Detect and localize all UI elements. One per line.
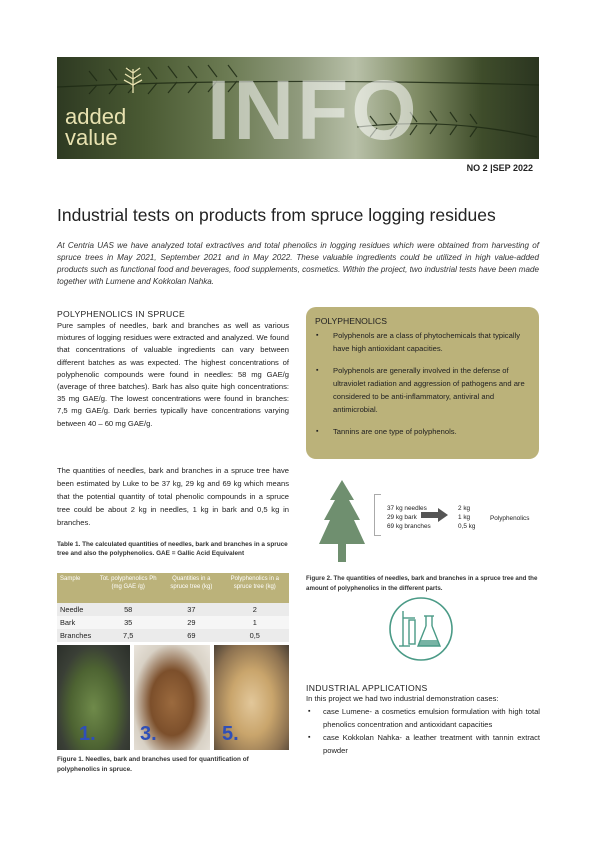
table-cell: 2: [221, 603, 289, 616]
table-row: [57, 629, 289, 642]
arrow-right-icon: [421, 508, 449, 522]
table-cell: 7,5: [94, 629, 162, 642]
table-cell: Branches: [57, 629, 94, 642]
info-title: INFO: [207, 63, 420, 157]
intro-paragraph: At Centria UAS we have analyzed total extractives and total phenolics in logging residues which were obtained from harvesting of spruce trees in May 2021, September 2021 and in May 2022. These valuable ingredients could be utilized in high value-added products such as functional food and beverages, food supplements, cosmetics. Within the project, two industrial tests have been made together with Lumene and Kokkolan Nahka.: [57, 241, 539, 286]
figure2-value: 2 kg: [458, 505, 471, 512]
industrial-cases-list: [306, 705, 540, 757]
table-row: [57, 603, 289, 616]
spruce-tree-icon: [318, 478, 366, 566]
table-header-cell: Polyphenolics in a spruce tree (kg): [221, 573, 289, 603]
issue-number: NO 2 |SEP 2022: [466, 163, 533, 173]
figure2-result-label: Polyphenolics: [490, 515, 530, 522]
photo-label: 5.: [222, 723, 239, 745]
industrial-intro: In this project we had two industrial demonstration cases:: [306, 694, 499, 703]
figure2-bracket: [374, 494, 381, 536]
page-title: Industrial tests on products from spruce logging residues: [57, 205, 496, 225]
laboratory-flask-icon: [388, 596, 454, 662]
figure2-polyphenolic-values: [458, 504, 475, 531]
table-cell: 35: [94, 616, 162, 629]
table-cell: 58: [94, 603, 162, 616]
list-item: ▪ Tannins are one type of polyphenols.: [316, 425, 531, 438]
section-heading-industrial-applications: INDUSTRIAL APPLICATIONS: [306, 683, 428, 693]
list-item: ▪ Polyphenols are generally involved in the defense of ultraviolet radiation and aggression of pathogens and are considered to be anti-inflammatory, antiviral and antimicrobial.: [316, 364, 531, 416]
table-row: [57, 616, 289, 629]
section-heading-polyphenolics-in-spruce: POLYPHENOLICS IN SPRUCE: [57, 309, 186, 319]
table-cell: 1: [221, 616, 289, 629]
bark-photo: [134, 645, 210, 750]
brand-line-2: value: [65, 125, 118, 150]
photo-label: 1.: [79, 723, 96, 745]
figure2-label: 69 kg branches: [387, 523, 431, 530]
table-cell: 69: [162, 629, 220, 642]
figure1-caption: Figure 1. Needles, bark and branches used for quantification of polyphenolics in spruce.: [57, 756, 249, 773]
list-item: ▪ case Lumene- a cosmetics emulsion formulation with high total phenolics concentration and antioxidant capacities: [306, 705, 540, 731]
figure2-value: 1 kg: [458, 514, 471, 521]
list-item: ▪ case Kokkolan Nahka- a leather treatment with tannin extract powder: [306, 731, 540, 757]
table-header-cell: Sample: [57, 573, 94, 603]
table-cell: Needle: [57, 603, 94, 616]
needles-photo: [57, 645, 130, 750]
body-paragraph-1: Pure samples of needles, bark and branches as well as various mixtures of logging residues were extracted and analyzed. We found that concentrations of valuable ingredients can vary between different batches as was expected. The highest concentrations of polyphenolic compounds were found in needles: 58 mg GAE/g (average of three batches). Bark has also quite high concentrations: 35 mg GAE/g. The lowest concentrations were found in branches: 7,5 mg GAE/g. Dark berries typically have concentrations varying between 40 – 60 mg GAE/g.: [57, 321, 289, 428]
table-header-row: [57, 573, 289, 603]
body-paragraph-2: The quantities of needles, bark and branches in a spruce tree have been estimated by Luke to be 37 kg, 29 kg and 69 kg which means that the potential quantity of total phenolic compounds in a spruce tree could be about 2 kg in needles, 1 kg in bark and 0,5 kg in branches.: [57, 466, 289, 527]
table-header-cell: Tot. polyphenolics Ph (mg GAE /g): [94, 573, 162, 603]
polyphenolics-info-box: [306, 307, 539, 459]
table-caption: Table 1. The calculated quantities of needles, bark and branches in a spruce tree and also the polyphenolics. GAE = Gallic Acid Equivalent: [57, 541, 288, 557]
figure2-label: 37 kg needles: [387, 505, 427, 512]
quantities-table: [57, 573, 289, 642]
table-cell: 0,5: [221, 629, 289, 642]
info-box-title: POLYPHENOLICS: [315, 316, 387, 326]
table-cell: 29: [162, 616, 220, 629]
figure2-label: 29 kg bark: [387, 514, 417, 521]
brand-line-1: added: [65, 104, 127, 129]
table-header-cell: Quantities in a spruce tree (kg): [162, 573, 220, 603]
info-box-list: [316, 329, 531, 447]
table-cell: 37: [162, 603, 220, 616]
table-cell: Bark: [57, 616, 94, 629]
header-banner: [57, 57, 539, 159]
figure2-value: 0,5 kg: [458, 523, 476, 530]
branches-photo: [214, 645, 289, 750]
figure2-caption: Figure 2. The quantities of needles, bark and branches in a spruce tree and the amount of polyphenolics in the different parts.: [306, 575, 538, 592]
photo-label: 3.: [140, 723, 157, 745]
list-item: ▪ Polyphenols are a class of phytochemicals that typically have high antioxidant capacities.: [316, 329, 531, 355]
